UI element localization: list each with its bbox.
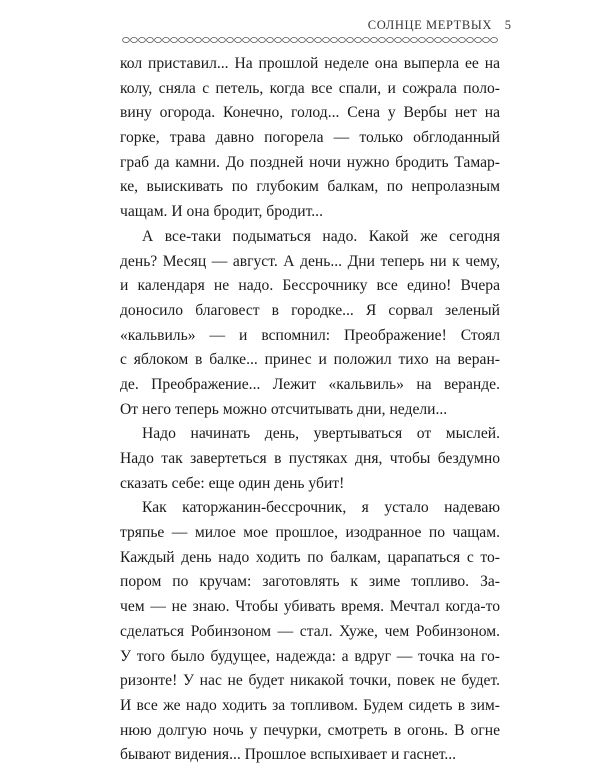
paragraph-4 — [120, 496, 500, 768]
ornament-link — [227, 37, 234, 42]
text-line: У того было будущее, надежда: а вдруг — точка на го- — [120, 647, 500, 665]
ornament-link — [267, 37, 274, 42]
ornament-link — [235, 37, 242, 42]
text-line: А все-таки подыматься надо. Какой же сегодня — [142, 227, 500, 245]
text-line: кол приставил... На прошлой неделе она выперла ее на — [120, 55, 500, 72]
text-line: день? Месяц — август. А день... Дни теперь ни к чему, — [120, 252, 500, 270]
text-line: чем — не знаю. Чтобы убивать время. Мечтал когда-то — [120, 598, 500, 616]
text-line: горке, трава давно погорела — только обглоданный — [120, 129, 500, 147]
ornament-link — [195, 37, 202, 42]
ornament-link — [123, 37, 130, 42]
text-line: «кальвиль» — и вспомнил: Преображение! Стоял — [120, 326, 500, 344]
ornament-link — [211, 37, 218, 42]
paragraph-3 — [120, 422, 500, 496]
text-line: вину огорода. Конечно, голод... Сена у Вербы нет на — [120, 104, 500, 122]
text-line: граб да камни. До поздней ночи нужно бродить Тамар- — [120, 153, 500, 171]
ornament-link — [379, 37, 386, 42]
ornament-link — [451, 37, 458, 42]
text-line: и календаря не надо. Бессрочнику все едино! Вчера — [120, 277, 500, 295]
ornament-link — [163, 37, 170, 42]
ornament-link — [403, 37, 410, 42]
header-ornament-rule — [120, 36, 498, 44]
text-line: Надо так завертеться в пустяках дня, чтобы бездумно — [120, 450, 500, 467]
text-line: колу, сняла с петель, когда все спали, и сожрала поло- — [120, 79, 500, 97]
text-line: Каждый день надо ходить по балкам, царапаться с то- — [120, 548, 500, 566]
text-line: ризонте! У нас не будет никакой точки, повек не будет. — [120, 672, 500, 690]
text-line: ке, выискивать по глубоким балкам, по непролазным — [120, 178, 500, 196]
ornament-link — [491, 37, 498, 42]
ornament-link — [299, 37, 306, 42]
ornament-link — [203, 37, 210, 42]
text-line: с яблоком в балке... принес и положил тихо на веран- — [120, 351, 500, 369]
ornament-link — [307, 37, 314, 42]
ornament-link — [323, 37, 330, 42]
ornament-link — [467, 37, 474, 42]
ornament-link — [355, 37, 362, 42]
ornament-link — [131, 37, 138, 42]
text-line: пором по кручам: заготовлять к зиме топливо. За- — [120, 573, 500, 591]
ornament-link — [411, 37, 418, 42]
ornament-link — [187, 37, 194, 42]
ornament-link — [395, 37, 402, 42]
paragraph-2 — [120, 225, 500, 423]
text-line: сказать себе: еще один день убит! — [120, 474, 345, 492]
text-line: чащам. И она бродит, бродит... — [120, 203, 323, 221]
ornament-link — [419, 37, 426, 42]
text-line: сделаться Робинзоном — стал. Хуже, чем Робинзоном. — [120, 622, 500, 640]
ornament-link — [179, 37, 186, 42]
ornament-link — [147, 37, 154, 42]
text-line: бывают видения... Прошлое вспыхивает и гаснет... — [120, 746, 457, 764]
ornament-link — [427, 37, 434, 42]
running-head-title: СОЛНЦЕ МЕРТВЫХ — [367, 18, 492, 32]
ornament-link — [459, 37, 466, 42]
ornament-link — [219, 37, 226, 42]
ornament-link — [443, 37, 450, 42]
text-line: нюю долгую ночь у печурки, смотреть в огонь. В огне — [120, 721, 500, 739]
text-line: доносило благовест в городке... Я сорвал зеленый — [120, 301, 500, 319]
ornament-link — [139, 37, 146, 42]
ornament-link — [259, 37, 266, 42]
ornament-link — [155, 37, 162, 42]
ornament-link — [347, 37, 354, 42]
body-text — [120, 52, 500, 768]
ornament-link — [363, 37, 370, 42]
ornament-link — [339, 37, 346, 42]
ornament-link — [387, 37, 394, 42]
ornament-link — [331, 37, 338, 42]
ornament-link — [475, 37, 482, 42]
ornament-link — [171, 37, 178, 42]
ornament-link — [251, 37, 258, 42]
text-line: де. Преображение... Лежит «кальвиль» на веранде. — [120, 375, 500, 393]
text-line: Надо начинать день, увертываться от мыслей. — [142, 425, 500, 443]
text-line: тряпье — милое мое прошлое, изодранное по чащам. — [120, 524, 500, 542]
page-number: 5 — [504, 18, 511, 32]
ornament-link — [435, 37, 442, 42]
ornament-link — [291, 37, 298, 42]
ornament-link — [315, 37, 322, 42]
text-line: Как каторжанин-бессрочник, я устало надеваю — [142, 499, 500, 517]
text-line: От него теперь можно отсчитывать дни, недели... — [120, 400, 448, 418]
ornament-link — [371, 37, 378, 42]
ornament-link — [275, 37, 282, 42]
ornament-link — [243, 37, 250, 42]
text-line: И все же надо ходить за топливом. Будем сидеть в зим- — [120, 696, 500, 714]
ornament-link — [283, 37, 290, 42]
paragraph-1 — [120, 52, 500, 225]
ornament-link — [483, 37, 490, 42]
